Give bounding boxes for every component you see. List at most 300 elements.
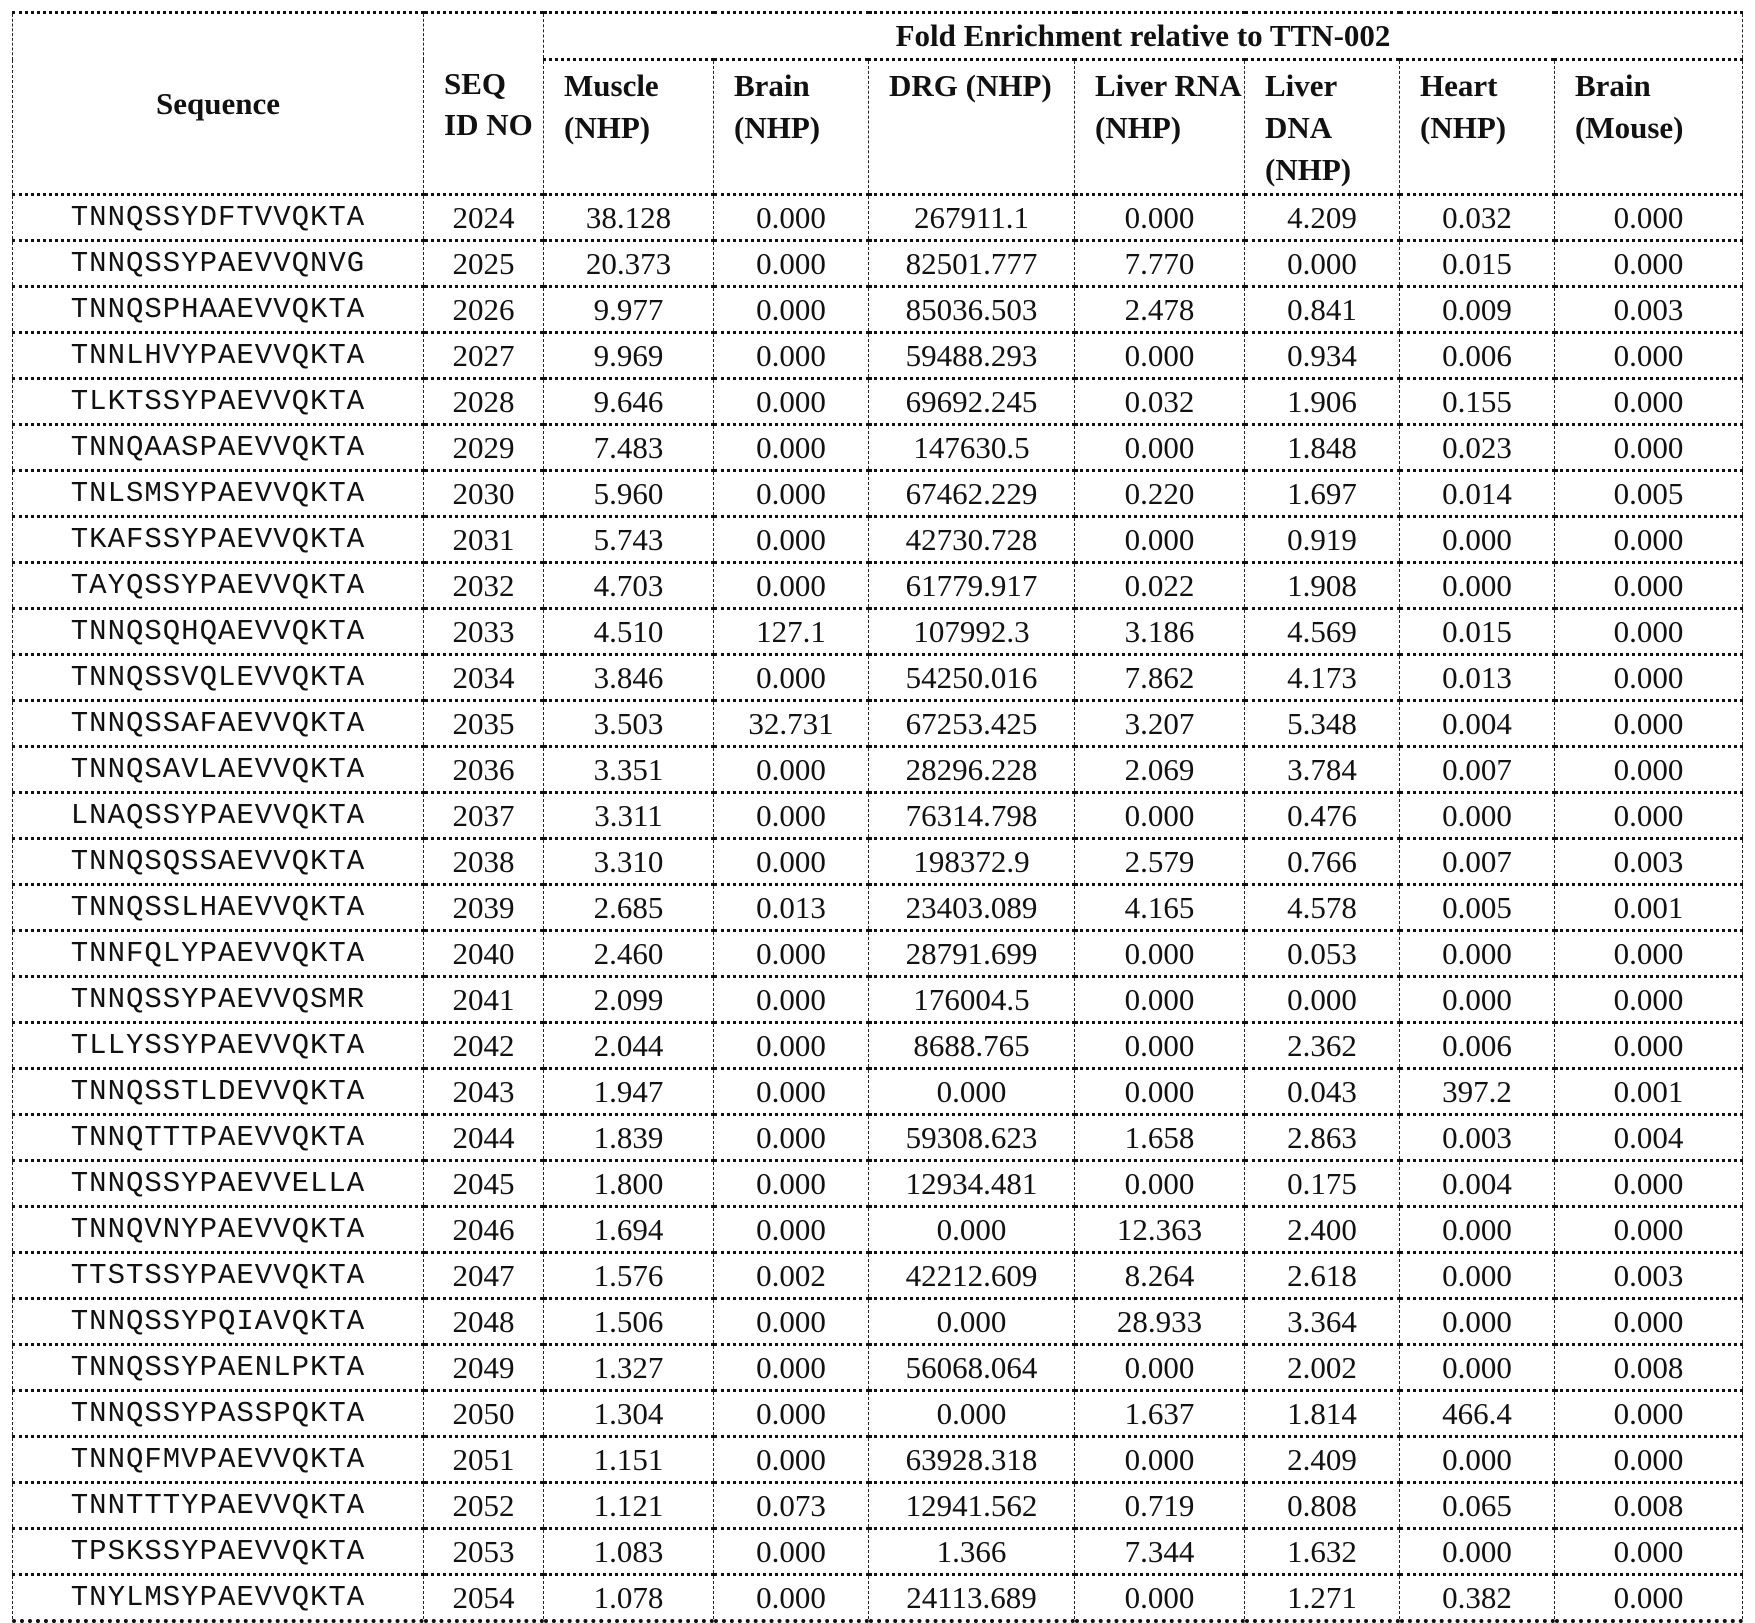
sequence-cell: TNNQSSTLDEVVQKTA <box>13 1069 424 1115</box>
seq-id-cell: 2024 <box>424 195 544 241</box>
drg-nhp-cell: 267911.1 <box>869 195 1075 241</box>
brain-mouse-cell: 0.000 <box>1555 977 1743 1023</box>
liver-rna-nhp-cell: 0.000 <box>1075 1161 1245 1207</box>
brain-nhp-cell: 0.000 <box>714 471 869 517</box>
muscle-nhp-cell: 5.960 <box>544 471 714 517</box>
table-row <box>13 885 1743 931</box>
drg-nhp-cell: 0.000 <box>869 1391 1075 1437</box>
brain-nhp-cell: 0.000 <box>714 379 869 425</box>
table-row <box>13 241 1743 287</box>
table-row <box>13 793 1743 839</box>
muscle-nhp-cell: 20.373 <box>544 241 714 287</box>
brain-nhp-cell: 0.000 <box>714 1207 869 1253</box>
table-row <box>13 1115 1743 1161</box>
sequence-cell: TNNQSAVLAEVVQKTA <box>13 747 424 793</box>
brain-mouse-cell: 0.000 <box>1555 655 1743 701</box>
muscle-nhp-cell: 1.947 <box>544 1069 714 1115</box>
brain-mouse-cell: 0.000 <box>1555 563 1743 609</box>
seq-id-cell: 2032 <box>424 563 544 609</box>
drg-nhp-cell: 198372.9 <box>869 839 1075 885</box>
brain-nhp-cell: 0.000 <box>714 287 869 333</box>
brain-nhp-cell: 0.000 <box>714 1345 869 1391</box>
liver-dna-nhp-cell: 0.000 <box>1245 977 1400 1023</box>
drg-nhp-cell: 0.000 <box>869 1069 1075 1115</box>
sequence-cell: TNNQSSYPASSPQKTA <box>13 1391 424 1437</box>
drg-nhp-cell: 67462.229 <box>869 471 1075 517</box>
table-row <box>13 1437 1743 1483</box>
table-row <box>13 839 1743 885</box>
liver-dna-nhp-cell: 1.906 <box>1245 379 1400 425</box>
heart-nhp-cell: 0.000 <box>1400 977 1555 1023</box>
seq-id-cell: 2041 <box>424 977 544 1023</box>
table-row <box>13 517 1743 563</box>
seq-id-cell: 2030 <box>424 471 544 517</box>
liver-rna-nhp-cell: 0.000 <box>1075 1345 1245 1391</box>
seq-id-cell: 2026 <box>424 287 544 333</box>
brain-mouse-cell: 0.000 <box>1555 701 1743 747</box>
liver-dna-nhp-cell: 2.002 <box>1245 1345 1400 1391</box>
muscle-nhp-cell: 1.083 <box>544 1529 714 1575</box>
sequence-cell: TNNQSQHQAEVVQKTA <box>13 609 424 655</box>
brain-nhp-cell: 0.000 <box>714 1023 869 1069</box>
muscle-nhp-cell: 1.151 <box>544 1437 714 1483</box>
brain-mouse-cell: 0.003 <box>1555 839 1743 885</box>
drg-nhp-cell: 147630.5 <box>869 425 1075 471</box>
heart-nhp-cell: 0.023 <box>1400 425 1555 471</box>
seq-id-cell: 2040 <box>424 931 544 977</box>
table-row <box>13 425 1743 471</box>
seq-id-cell: 2053 <box>424 1529 544 1575</box>
liver-dna-nhp-cell: 0.175 <box>1245 1161 1400 1207</box>
liver-dna-nhp-cell: 0.053 <box>1245 931 1400 977</box>
brain-nhp-cell: 0.000 <box>714 563 869 609</box>
table-row <box>13 1391 1743 1437</box>
heart-nhp-cell: 0.005 <box>1400 885 1555 931</box>
drg-nhp-cell: 85036.503 <box>869 287 1075 333</box>
brain-nhp-cell: 32.731 <box>714 701 869 747</box>
table-row <box>13 701 1743 747</box>
drg-nhp-cell: 59308.623 <box>869 1115 1075 1161</box>
brain-nhp-cell: 0.000 <box>714 977 869 1023</box>
table-row <box>13 287 1743 333</box>
heart-nhp-cell: 0.000 <box>1400 1345 1555 1391</box>
seq-id-cell: 2039 <box>424 885 544 931</box>
seq-id-cell: 2042 <box>424 1023 544 1069</box>
seq-id-cell: 2035 <box>424 701 544 747</box>
heart-nhp-cell: 0.004 <box>1400 701 1555 747</box>
brain-nhp-cell: 0.000 <box>714 839 869 885</box>
heart-nhp-cell: 0.000 <box>1400 1253 1555 1299</box>
muscle-nhp-cell: 1.839 <box>544 1115 714 1161</box>
table-row <box>13 195 1743 241</box>
liver-rna-nhp-cell: 0.220 <box>1075 471 1245 517</box>
muscle-nhp-cell: 1.121 <box>544 1483 714 1529</box>
drg-nhp-cell: 0.000 <box>869 1299 1075 1345</box>
muscle-nhp-cell: 4.703 <box>544 563 714 609</box>
seq-id-cell: 2033 <box>424 609 544 655</box>
header-brain-nhp: Brain (NHP) <box>714 60 869 195</box>
liver-dna-nhp-cell: 0.043 <box>1245 1069 1400 1115</box>
seq-id-cell: 2031 <box>424 517 544 563</box>
seq-id-cell: 2038 <box>424 839 544 885</box>
header-muscle-nhp: Muscle (NHP) <box>544 60 714 195</box>
header-drg-nhp: DRG (NHP) <box>869 60 1075 195</box>
brain-nhp-cell: 0.000 <box>714 517 869 563</box>
table-row <box>13 1575 1743 1622</box>
seq-id-cell: 2048 <box>424 1299 544 1345</box>
liver-rna-nhp-cell: 0.000 <box>1075 931 1245 977</box>
liver-rna-nhp-cell: 4.165 <box>1075 885 1245 931</box>
sequence-cell: TNNQSSAFAEVVQKTA <box>13 701 424 747</box>
sequence-cell: TLKTSSYPAEVVQKTA <box>13 379 424 425</box>
header-seq-id-no: SEQ ID NO <box>424 13 544 195</box>
brain-nhp-cell: 0.073 <box>714 1483 869 1529</box>
seq-id-cell: 2036 <box>424 747 544 793</box>
heart-nhp-cell: 0.000 <box>1400 563 1555 609</box>
liver-dna-nhp-cell: 2.400 <box>1245 1207 1400 1253</box>
drg-nhp-cell: 28296.228 <box>869 747 1075 793</box>
brain-nhp-cell: 0.000 <box>714 793 869 839</box>
liver-dna-nhp-cell: 1.271 <box>1245 1575 1400 1622</box>
muscle-nhp-cell: 3.310 <box>544 839 714 885</box>
muscle-nhp-cell: 4.510 <box>544 609 714 655</box>
seq-id-cell: 2044 <box>424 1115 544 1161</box>
sequence-cell: TNNQVNYPAEVVQKTA <box>13 1207 424 1253</box>
drg-nhp-cell: 42730.728 <box>869 517 1075 563</box>
heart-nhp-cell: 0.003 <box>1400 1115 1555 1161</box>
seq-id-cell: 2034 <box>424 655 544 701</box>
liver-rna-nhp-cell: 0.000 <box>1075 1069 1245 1115</box>
seq-id-cell: 2047 <box>424 1253 544 1299</box>
brain-mouse-cell: 0.008 <box>1555 1345 1743 1391</box>
drg-nhp-cell: 24113.689 <box>869 1575 1075 1622</box>
drg-nhp-cell: 69692.245 <box>869 379 1075 425</box>
liver-rna-nhp-cell: 1.637 <box>1075 1391 1245 1437</box>
drg-nhp-cell: 12934.481 <box>869 1161 1075 1207</box>
muscle-nhp-cell: 1.800 <box>544 1161 714 1207</box>
heart-nhp-cell: 0.000 <box>1400 1437 1555 1483</box>
table-row <box>13 333 1743 379</box>
heart-nhp-cell: 0.004 <box>1400 1161 1555 1207</box>
table-row <box>13 747 1743 793</box>
brain-mouse-cell: 0.000 <box>1555 1161 1743 1207</box>
liver-dna-nhp-cell: 3.784 <box>1245 747 1400 793</box>
muscle-nhp-cell: 38.128 <box>544 195 714 241</box>
header-liver-dna-nhp: Liver DNA (NHP) <box>1245 60 1400 195</box>
sequence-cell: TNNQAASPAEVVQKTA <box>13 425 424 471</box>
muscle-nhp-cell: 1.576 <box>544 1253 714 1299</box>
sequence-cell: TPSKSSYPAEVVQKTA <box>13 1529 424 1575</box>
liver-rna-nhp-cell: 0.000 <box>1075 1023 1245 1069</box>
liver-dna-nhp-cell: 4.209 <box>1245 195 1400 241</box>
liver-dna-nhp-cell: 0.476 <box>1245 793 1400 839</box>
seq-id-cell: 2049 <box>424 1345 544 1391</box>
liver-rna-nhp-cell: 7.770 <box>1075 241 1245 287</box>
sequence-cell: TKAFSSYPAEVVQKTA <box>13 517 424 563</box>
sequence-cell: TNNQSSYPQIAVQKTA <box>13 1299 424 1345</box>
muscle-nhp-cell: 3.351 <box>544 747 714 793</box>
table-row <box>13 379 1743 425</box>
heart-nhp-cell: 397.2 <box>1400 1069 1555 1115</box>
table-row <box>13 1161 1743 1207</box>
sequence-cell: TNNFQLYPAEVVQKTA <box>13 931 424 977</box>
brain-mouse-cell: 0.000 <box>1555 609 1743 655</box>
liver-rna-nhp-cell: 0.000 <box>1075 425 1245 471</box>
liver-rna-nhp-cell: 28.933 <box>1075 1299 1245 1345</box>
muscle-nhp-cell: 7.483 <box>544 425 714 471</box>
brain-nhp-cell: 0.000 <box>714 1575 869 1622</box>
sequence-cell: TTSTSSYPAEVVQKTA <box>13 1253 424 1299</box>
liver-dna-nhp-cell: 0.934 <box>1245 333 1400 379</box>
liver-dna-nhp-cell: 4.173 <box>1245 655 1400 701</box>
sequence-cell: TNNQSSYPAENLPKTA <box>13 1345 424 1391</box>
brain-nhp-cell: 0.000 <box>714 1115 869 1161</box>
muscle-nhp-cell: 2.460 <box>544 931 714 977</box>
drg-nhp-cell: 12941.562 <box>869 1483 1075 1529</box>
sequence-cell: TNNQSSYPAEVVQNVG <box>13 241 424 287</box>
heart-nhp-cell: 0.006 <box>1400 333 1555 379</box>
brain-mouse-cell: 0.005 <box>1555 471 1743 517</box>
brain-mouse-cell: 0.000 <box>1555 1437 1743 1483</box>
brain-mouse-cell: 0.000 <box>1555 747 1743 793</box>
brain-mouse-cell: 0.000 <box>1555 793 1743 839</box>
liver-dna-nhp-cell: 0.766 <box>1245 839 1400 885</box>
table-row <box>13 609 1743 655</box>
heart-nhp-cell: 0.007 <box>1400 747 1555 793</box>
brain-nhp-cell: 0.000 <box>714 1437 869 1483</box>
heart-nhp-cell: 0.000 <box>1400 1529 1555 1575</box>
brain-mouse-cell: 0.000 <box>1555 1575 1743 1622</box>
heart-nhp-cell: 466.4 <box>1400 1391 1555 1437</box>
drg-nhp-cell: 63928.318 <box>869 1437 1075 1483</box>
drg-nhp-cell: 42212.609 <box>869 1253 1075 1299</box>
seq-id-cell: 2052 <box>424 1483 544 1529</box>
brain-mouse-cell: 0.000 <box>1555 195 1743 241</box>
muscle-nhp-cell: 2.685 <box>544 885 714 931</box>
sequence-cell: TNNQSPHAAEVVQKTA <box>13 287 424 333</box>
muscle-nhp-cell: 5.743 <box>544 517 714 563</box>
header-brain-mouse: Brain (Mouse) <box>1555 60 1743 195</box>
seq-id-cell: 2045 <box>424 1161 544 1207</box>
brain-nhp-cell: 0.000 <box>714 1529 869 1575</box>
brain-mouse-cell: 0.000 <box>1555 241 1743 287</box>
liver-rna-nhp-cell: 8.264 <box>1075 1253 1245 1299</box>
drg-nhp-cell: 76314.798 <box>869 793 1075 839</box>
fold-enrichment-table <box>12 11 1743 1623</box>
table-row <box>13 1529 1743 1575</box>
seq-id-cell: 2037 <box>424 793 544 839</box>
brain-mouse-cell: 0.001 <box>1555 1069 1743 1115</box>
heart-nhp-cell: 0.015 <box>1400 609 1555 655</box>
liver-rna-nhp-cell: 12.363 <box>1075 1207 1245 1253</box>
liver-dna-nhp-cell: 0.808 <box>1245 1483 1400 1529</box>
brain-nhp-cell: 0.000 <box>714 1161 869 1207</box>
drg-nhp-cell: 23403.089 <box>869 885 1075 931</box>
brain-nhp-cell: 0.000 <box>714 655 869 701</box>
brain-nhp-cell: 0.000 <box>714 931 869 977</box>
liver-dna-nhp-cell: 4.578 <box>1245 885 1400 931</box>
header-heart-nhp: Heart (NHP) <box>1400 60 1555 195</box>
liver-rna-nhp-cell: 0.719 <box>1075 1483 1245 1529</box>
brain-mouse-cell: 0.000 <box>1555 333 1743 379</box>
sequence-cell: LNAQSSYPAEVVQKTA <box>13 793 424 839</box>
muscle-nhp-cell: 1.304 <box>544 1391 714 1437</box>
brain-mouse-cell: 0.003 <box>1555 287 1743 333</box>
liver-rna-nhp-cell: 1.658 <box>1075 1115 1245 1161</box>
brain-mouse-cell: 0.000 <box>1555 1391 1743 1437</box>
heart-nhp-cell: 0.000 <box>1400 1299 1555 1345</box>
drg-nhp-cell: 56068.064 <box>869 1345 1075 1391</box>
heart-nhp-cell: 0.000 <box>1400 793 1555 839</box>
heart-nhp-cell: 0.155 <box>1400 379 1555 425</box>
sequence-cell: TLLYSSYPAEVVQKTA <box>13 1023 424 1069</box>
muscle-nhp-cell: 1.694 <box>544 1207 714 1253</box>
sequence-cell: TNNQSSYDFTVVQKTA <box>13 195 424 241</box>
muscle-nhp-cell: 1.506 <box>544 1299 714 1345</box>
brain-mouse-cell: 0.004 <box>1555 1115 1743 1161</box>
brain-mouse-cell: 0.008 <box>1555 1483 1743 1529</box>
seq-id-cell: 2027 <box>424 333 544 379</box>
liver-dna-nhp-cell: 0.919 <box>1245 517 1400 563</box>
brain-mouse-cell: 0.000 <box>1555 1023 1743 1069</box>
muscle-nhp-cell: 3.846 <box>544 655 714 701</box>
table-row <box>13 563 1743 609</box>
table-row <box>13 931 1743 977</box>
seq-id-cell: 2050 <box>424 1391 544 1437</box>
table-row <box>13 1023 1743 1069</box>
liver-dna-nhp-cell: 0.000 <box>1245 241 1400 287</box>
heart-nhp-cell: 0.032 <box>1400 195 1555 241</box>
sequence-cell: TNNQSSYPAEVVQSMR <box>13 977 424 1023</box>
liver-rna-nhp-cell: 0.022 <box>1075 563 1245 609</box>
sequence-cell: TNNQFMVPAEVVQKTA <box>13 1437 424 1483</box>
drg-nhp-cell: 54250.016 <box>869 655 1075 701</box>
brain-nhp-cell: 0.000 <box>714 1299 869 1345</box>
heart-nhp-cell: 0.065 <box>1400 1483 1555 1529</box>
drg-nhp-cell: 0.000 <box>869 1207 1075 1253</box>
drg-nhp-cell: 107992.3 <box>869 609 1075 655</box>
brain-nhp-cell: 0.002 <box>714 1253 869 1299</box>
table-row <box>13 1299 1743 1345</box>
heart-nhp-cell: 0.006 <box>1400 1023 1555 1069</box>
liver-rna-nhp-cell: 0.000 <box>1075 793 1245 839</box>
table-row <box>13 977 1743 1023</box>
brain-mouse-cell: 0.000 <box>1555 1207 1743 1253</box>
brain-mouse-cell: 0.000 <box>1555 931 1743 977</box>
brain-nhp-cell: 127.1 <box>714 609 869 655</box>
liver-dna-nhp-cell: 2.409 <box>1245 1437 1400 1483</box>
sequence-cell: TNNQSSYPAEVVELLA <box>13 1161 424 1207</box>
liver-dna-nhp-cell: 2.618 <box>1245 1253 1400 1299</box>
brain-mouse-cell: 0.000 <box>1555 1299 1743 1345</box>
heart-nhp-cell: 0.000 <box>1400 517 1555 563</box>
liver-rna-nhp-cell: 0.000 <box>1075 1437 1245 1483</box>
heart-nhp-cell: 0.382 <box>1400 1575 1555 1622</box>
brain-mouse-cell: 0.001 <box>1555 885 1743 931</box>
sequence-cell: TNNLHVYPAEVVQKTA <box>13 333 424 379</box>
liver-dna-nhp-cell: 1.814 <box>1245 1391 1400 1437</box>
brain-mouse-cell: 0.000 <box>1555 425 1743 471</box>
brain-mouse-cell: 0.000 <box>1555 517 1743 563</box>
brain-nhp-cell: 0.000 <box>714 747 869 793</box>
muscle-nhp-cell: 9.969 <box>544 333 714 379</box>
liver-rna-nhp-cell: 0.000 <box>1075 1575 1245 1622</box>
table-row <box>13 1207 1743 1253</box>
drg-nhp-cell: 82501.777 <box>869 241 1075 287</box>
drg-nhp-cell: 59488.293 <box>869 333 1075 379</box>
sequence-cell: TNLSMSYPAEVVQKTA <box>13 471 424 517</box>
brain-mouse-cell: 0.000 <box>1555 379 1743 425</box>
heart-nhp-cell: 0.015 <box>1400 241 1555 287</box>
heart-nhp-cell: 0.014 <box>1400 471 1555 517</box>
brain-nhp-cell: 0.013 <box>714 885 869 931</box>
seq-id-cell: 2025 <box>424 241 544 287</box>
brain-nhp-cell: 0.000 <box>714 333 869 379</box>
brain-nhp-cell: 0.000 <box>714 195 869 241</box>
liver-rna-nhp-cell: 0.000 <box>1075 333 1245 379</box>
drg-nhp-cell: 61779.917 <box>869 563 1075 609</box>
seq-id-cell: 2054 <box>424 1575 544 1622</box>
table-row <box>13 1253 1743 1299</box>
sequence-cell: TNNQSQSSAEVVQKTA <box>13 839 424 885</box>
drg-nhp-cell: 28791.699 <box>869 931 1075 977</box>
liver-dna-nhp-cell: 3.364 <box>1245 1299 1400 1345</box>
sequence-cell: TNYLMSYPAEVVQKTA <box>13 1575 424 1622</box>
muscle-nhp-cell: 2.099 <box>544 977 714 1023</box>
liver-rna-nhp-cell: 2.069 <box>1075 747 1245 793</box>
drg-nhp-cell: 8688.765 <box>869 1023 1075 1069</box>
muscle-nhp-cell: 2.044 <box>544 1023 714 1069</box>
heart-nhp-cell: 0.000 <box>1400 1207 1555 1253</box>
heart-nhp-cell: 0.000 <box>1400 931 1555 977</box>
liver-rna-nhp-cell: 7.344 <box>1075 1529 1245 1575</box>
heart-nhp-cell: 0.009 <box>1400 287 1555 333</box>
seq-id-cell: 2051 <box>424 1437 544 1483</box>
table-row <box>13 655 1743 701</box>
heart-nhp-cell: 0.013 <box>1400 655 1555 701</box>
drg-nhp-cell: 67253.425 <box>869 701 1075 747</box>
liver-rna-nhp-cell: 7.862 <box>1075 655 1245 701</box>
liver-dna-nhp-cell: 2.863 <box>1245 1115 1400 1161</box>
liver-rna-nhp-cell: 3.186 <box>1075 609 1245 655</box>
muscle-nhp-cell: 3.503 <box>544 701 714 747</box>
table-row <box>13 471 1743 517</box>
liver-dna-nhp-cell: 1.697 <box>1245 471 1400 517</box>
sequence-cell: TAYQSSYPAEVVQKTA <box>13 563 424 609</box>
header-fold-enrichment: Fold Enrichment relative to TTN-002 <box>544 13 1743 60</box>
drg-nhp-cell: 176004.5 <box>869 977 1075 1023</box>
seq-id-cell: 2029 <box>424 425 544 471</box>
liver-rna-nhp-cell: 0.000 <box>1075 977 1245 1023</box>
brain-mouse-cell: 0.000 <box>1555 1529 1743 1575</box>
muscle-nhp-cell: 1.327 <box>544 1345 714 1391</box>
header-sequence: Sequence <box>13 13 424 195</box>
liver-rna-nhp-cell: 3.207 <box>1075 701 1245 747</box>
seq-id-cell: 2028 <box>424 379 544 425</box>
sequence-cell: TNNQSSLHAEVVQKTA <box>13 885 424 931</box>
liver-rna-nhp-cell: 2.579 <box>1075 839 1245 885</box>
liver-dna-nhp-cell: 5.348 <box>1245 701 1400 747</box>
sequence-cell: TNNQTTTPAEVVQKTA <box>13 1115 424 1161</box>
liver-rna-nhp-cell: 2.478 <box>1075 287 1245 333</box>
liver-dna-nhp-cell: 1.848 <box>1245 425 1400 471</box>
heart-nhp-cell: 0.007 <box>1400 839 1555 885</box>
brain-nhp-cell: 0.000 <box>714 1069 869 1115</box>
table-row <box>13 1345 1743 1391</box>
brain-nhp-cell: 0.000 <box>714 425 869 471</box>
liver-rna-nhp-cell: 0.000 <box>1075 195 1245 241</box>
liver-rna-nhp-cell: 0.000 <box>1075 517 1245 563</box>
